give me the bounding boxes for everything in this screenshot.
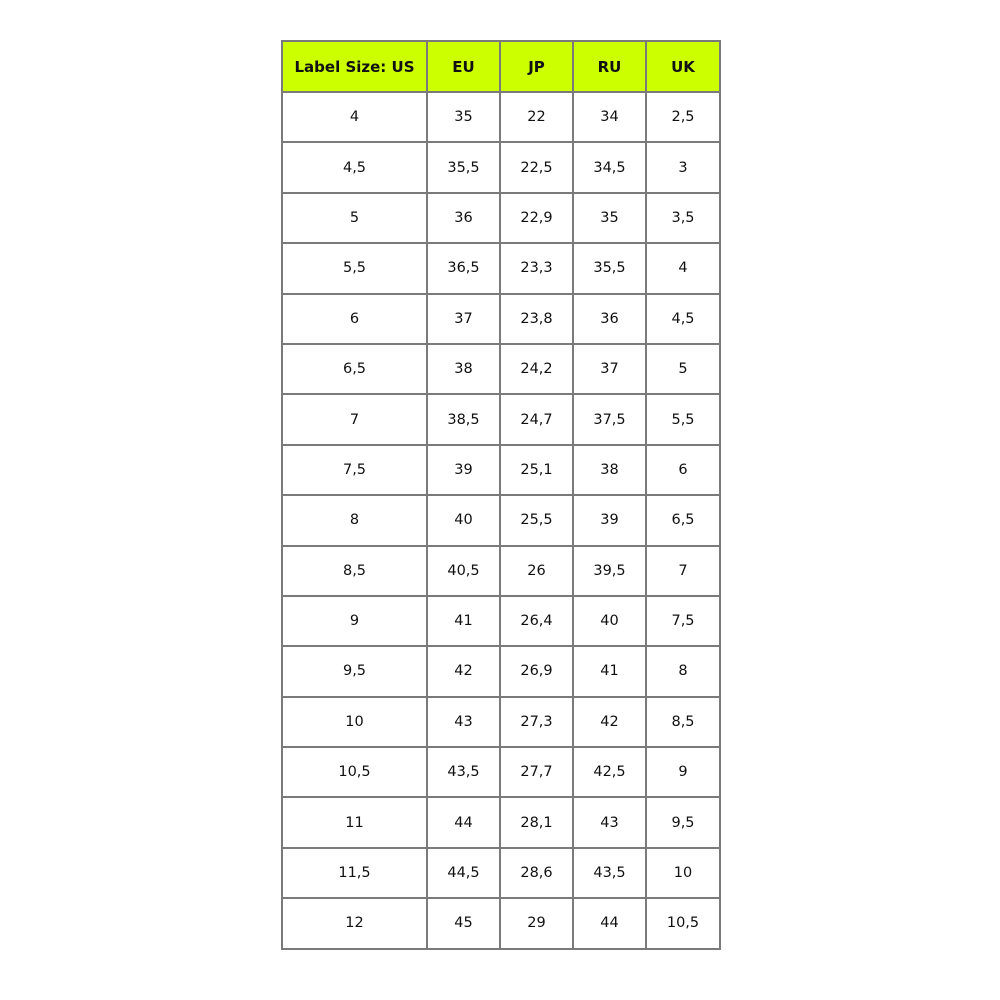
cell-uk: 4,5 [646, 294, 720, 344]
cell-jp: 22,5 [500, 142, 573, 192]
cell-us: 11 [282, 797, 427, 847]
cell-jp: 23,8 [500, 294, 573, 344]
cell-uk: 8 [646, 646, 720, 696]
cell-uk: 8,5 [646, 697, 720, 747]
cell-ru: 40 [573, 596, 646, 646]
cell-uk: 3,5 [646, 193, 720, 243]
cell-ru: 38 [573, 445, 646, 495]
header-cell-us: Label Size: US [282, 41, 427, 92]
cell-us: 8 [282, 495, 427, 545]
cell-jp: 26 [500, 546, 573, 596]
cell-uk: 6,5 [646, 495, 720, 545]
cell-jp: 27,7 [500, 747, 573, 797]
cell-uk: 7,5 [646, 596, 720, 646]
cell-us: 9 [282, 596, 427, 646]
cell-jp: 28,6 [500, 848, 573, 898]
cell-ru: 36 [573, 294, 646, 344]
cell-eu: 45 [427, 898, 500, 948]
cell-us: 7 [282, 394, 427, 444]
cell-eu: 39 [427, 445, 500, 495]
table-row [282, 394, 720, 444]
cell-ru: 43 [573, 797, 646, 847]
cell-eu: 36 [427, 193, 500, 243]
header-row [282, 41, 720, 92]
cell-ru: 35,5 [573, 243, 646, 293]
cell-jp: 27,3 [500, 697, 573, 747]
cell-uk: 4 [646, 243, 720, 293]
table-header [282, 41, 720, 92]
table-row [282, 596, 720, 646]
table-row [282, 747, 720, 797]
cell-ru: 41 [573, 646, 646, 696]
cell-jp: 25,5 [500, 495, 573, 545]
cell-us: 11,5 [282, 848, 427, 898]
cell-eu: 43 [427, 697, 500, 747]
cell-us: 6 [282, 294, 427, 344]
cell-ru: 42 [573, 697, 646, 747]
cell-eu: 42 [427, 646, 500, 696]
cell-eu: 40,5 [427, 546, 500, 596]
table-row [282, 646, 720, 696]
table-row [282, 797, 720, 847]
cell-ru: 37 [573, 344, 646, 394]
cell-jp: 29 [500, 898, 573, 948]
cell-eu: 36,5 [427, 243, 500, 293]
table-row [282, 495, 720, 545]
cell-ru: 39,5 [573, 546, 646, 596]
table-row [282, 445, 720, 495]
cell-jp: 22 [500, 92, 573, 142]
cell-uk: 10 [646, 848, 720, 898]
header-cell-eu: EU [427, 41, 500, 92]
cell-jp: 26,9 [500, 646, 573, 696]
cell-eu: 44,5 [427, 848, 500, 898]
cell-us: 10 [282, 697, 427, 747]
cell-eu: 35 [427, 92, 500, 142]
header-cell-uk: UK [646, 41, 720, 92]
cell-us: 8,5 [282, 546, 427, 596]
cell-us: 10,5 [282, 747, 427, 797]
table-row [282, 848, 720, 898]
cell-eu: 37 [427, 294, 500, 344]
table-row [282, 697, 720, 747]
cell-uk: 10,5 [646, 898, 720, 948]
table-row [282, 898, 720, 948]
table-row [282, 546, 720, 596]
cell-us: 5,5 [282, 243, 427, 293]
cell-eu: 41 [427, 596, 500, 646]
cell-jp: 28,1 [500, 797, 573, 847]
header-cell-ru: RU [573, 41, 646, 92]
cell-uk: 6 [646, 445, 720, 495]
cell-uk: 2,5 [646, 92, 720, 142]
cell-ru: 35 [573, 193, 646, 243]
cell-uk: 5 [646, 344, 720, 394]
cell-us: 7,5 [282, 445, 427, 495]
cell-eu: 38 [427, 344, 500, 394]
table-body [282, 92, 720, 949]
cell-ru: 34 [573, 92, 646, 142]
cell-ru: 44 [573, 898, 646, 948]
cell-ru: 37,5 [573, 394, 646, 444]
cell-us: 5 [282, 193, 427, 243]
cell-us: 4 [282, 92, 427, 142]
cell-jp: 26,4 [500, 596, 573, 646]
cell-uk: 7 [646, 546, 720, 596]
size-conversion-table [281, 40, 721, 950]
cell-jp: 23,3 [500, 243, 573, 293]
cell-ru: 42,5 [573, 747, 646, 797]
cell-uk: 9,5 [646, 797, 720, 847]
table-row [282, 193, 720, 243]
cell-us: 4,5 [282, 142, 427, 192]
cell-us: 6,5 [282, 344, 427, 394]
cell-uk: 3 [646, 142, 720, 192]
cell-uk: 9 [646, 747, 720, 797]
table-row [282, 92, 720, 142]
table-row [282, 243, 720, 293]
cell-eu: 38,5 [427, 394, 500, 444]
table-row [282, 142, 720, 192]
header-cell-jp: JP [500, 41, 573, 92]
cell-jp: 25,1 [500, 445, 573, 495]
cell-ru: 43,5 [573, 848, 646, 898]
cell-us: 9,5 [282, 646, 427, 696]
cell-ru: 39 [573, 495, 646, 545]
cell-eu: 43,5 [427, 747, 500, 797]
cell-jp: 24,2 [500, 344, 573, 394]
cell-eu: 40 [427, 495, 500, 545]
cell-eu: 35,5 [427, 142, 500, 192]
cell-jp: 24,7 [500, 394, 573, 444]
cell-uk: 5,5 [646, 394, 720, 444]
table-row [282, 344, 720, 394]
cell-ru: 34,5 [573, 142, 646, 192]
cell-jp: 22,9 [500, 193, 573, 243]
cell-eu: 44 [427, 797, 500, 847]
table-row [282, 294, 720, 344]
cell-us: 12 [282, 898, 427, 948]
